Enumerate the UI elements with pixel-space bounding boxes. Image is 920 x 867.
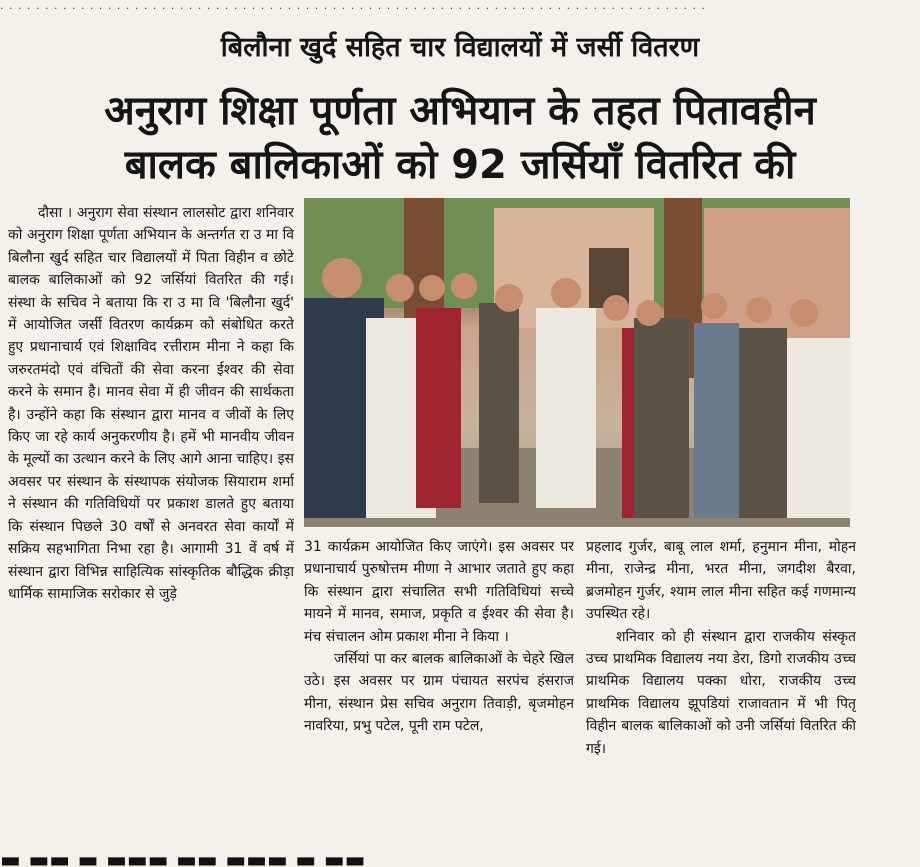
headline-line-2: बालक बालिकाओं को 92 जर्सियाँ वितरित की xyxy=(124,142,796,188)
cropped-previous-article-strip xyxy=(0,0,920,14)
column-3-paragraph-1: प्रहलाद गुर्जर, बाबू लाल शर्मा, हनुमान मीना, मोहन मीना, राजेन्द्र मीना, भरत मीना, जगदीश बैरवा, ब्रजमोहन गुर्जर, श्याम लाल मीना सहित कई गणमान्य उपस्थित रहे। xyxy=(586,539,856,623)
article-headline xyxy=(0,84,920,192)
cropped-text-fragment: ▬ ▬▬ ▬ ▬▬▬ ▬▬ ▬▬▬ ▬ ▬▬ xyxy=(0,850,366,867)
article-kicker: बिलौना खुर्द सहित चार विद्यालयों में जर्सी वितरण xyxy=(220,32,700,63)
article-column-1 xyxy=(8,202,294,862)
cropped-text-fragment: . . . . . . . . . . . . . . . . . . . . . . . . . . . . . . . . . . . . . . . . . . . . . . . . . . . . . . . . . . . . . . . . . . . . . . . . . . . . . . . xyxy=(0,0,706,12)
cropped-next-headline-strip xyxy=(0,850,920,867)
article-column-3 xyxy=(586,536,856,862)
article-column-2 xyxy=(304,536,574,862)
column-3-paragraph-2: शनिवार को ही संस्थान द्वारा राजकीय संस्कृत उच्च प्राथमिक विद्यालय नया डेरा, डिगो राजकीय उच्च प्राथमिक विद्यालय पक्का धोरा, राजकीय उच्च प्राथमिक विद्यालय झूपडियां राजावतान में भी पितृ विहीन बालक बालिकाओं को उनी जर्सियां वितरित की गई। xyxy=(586,628,856,757)
headline-line-1: अनुराग शिक्षा पूर्णता अभियान के तहत पितावहीन xyxy=(104,88,816,134)
column-2-paragraph-1: 31 कार्यक्रम आयोजित किए जाएंगे। इस अवसर पर प्रधानाचार्य पुरुषोत्तम मीणा ने आभार जताते हुए कहा कि संस्थान द्वारा संचालित सभी गतिविधियां सच्चे मायने में मानव, समाज, प्रकृति व ईश्वर की सेवा है। मंच संचालन ओम प्रकाश मीना ने किया । xyxy=(304,539,574,645)
group-photo-illustration xyxy=(304,198,850,527)
column-1-paragraph-1: दौसा । अनुराग सेवा संस्थान लालसोट द्वारा शनिवार को अनुराग शिक्षा पूर्णता अभियान के अन्तर्गत रा उ मा वि बिलौना खुर्द सहित चार विद्यालयों में पिता विहीन व छोटे बालक बालिकाओं को 92 जर्सियां वितरित की गई। संस्था के सचिव ने बताया कि रा उ मा वि 'बिलौना खुर्द' में आयोजित जर्सी वितरण कार्यक्रम को संबोधित करते हुए प्रधानाचार्य एवं शिक्षाविद रत्तीराम मीना ने कहा कि जरुरतमंदो एवं वंचितों की सेवा करना ईश्वर की सेवा करने के समान है। मानव सेवा में ही जीवन की सार्थकता है। उन्होंने कहा कि संस्थान द्वारा मानव व जीवों के लिए किए जा रहे कार्य अनुकरणीय है। हमें भी मानवीय जीवन के मूल्यों का उत्थान करने के लिए आगे आना चाहिए। इस अवसर पर संस्थान के संस्थापक संयोजक सियाराम शर्मा ने संस्थान की गतिविधियों पर प्रकाश डालते हुए बताया कि संस्थान पिछले 30 वर्षों से अनवरत सेवा कार्यों में सक्रिय सहभागिता निभा रहा है। आगामी 31 वें वर्ष में संस्थान द्वारा विभिन्न साहित्यिक सांस्कृतिक बौद्धिक क्रीड़ा धार्मिक सामाजिक सरोकार से जुड़े xyxy=(8,205,294,602)
group-photo xyxy=(304,198,850,527)
column-2-paragraph-2: जर्सियां पा कर बालक बालिकाओं के चेहरे खिल उठे। इस अवसर पर ग्राम पंचायत सरपंच हंसराज मीना, संस्थान प्रेस सचिव अनुराग तिवाड़ी, बृजमोहन नावरिया, प्रभु पटेल, पूनी राम पटेल, xyxy=(304,651,574,735)
